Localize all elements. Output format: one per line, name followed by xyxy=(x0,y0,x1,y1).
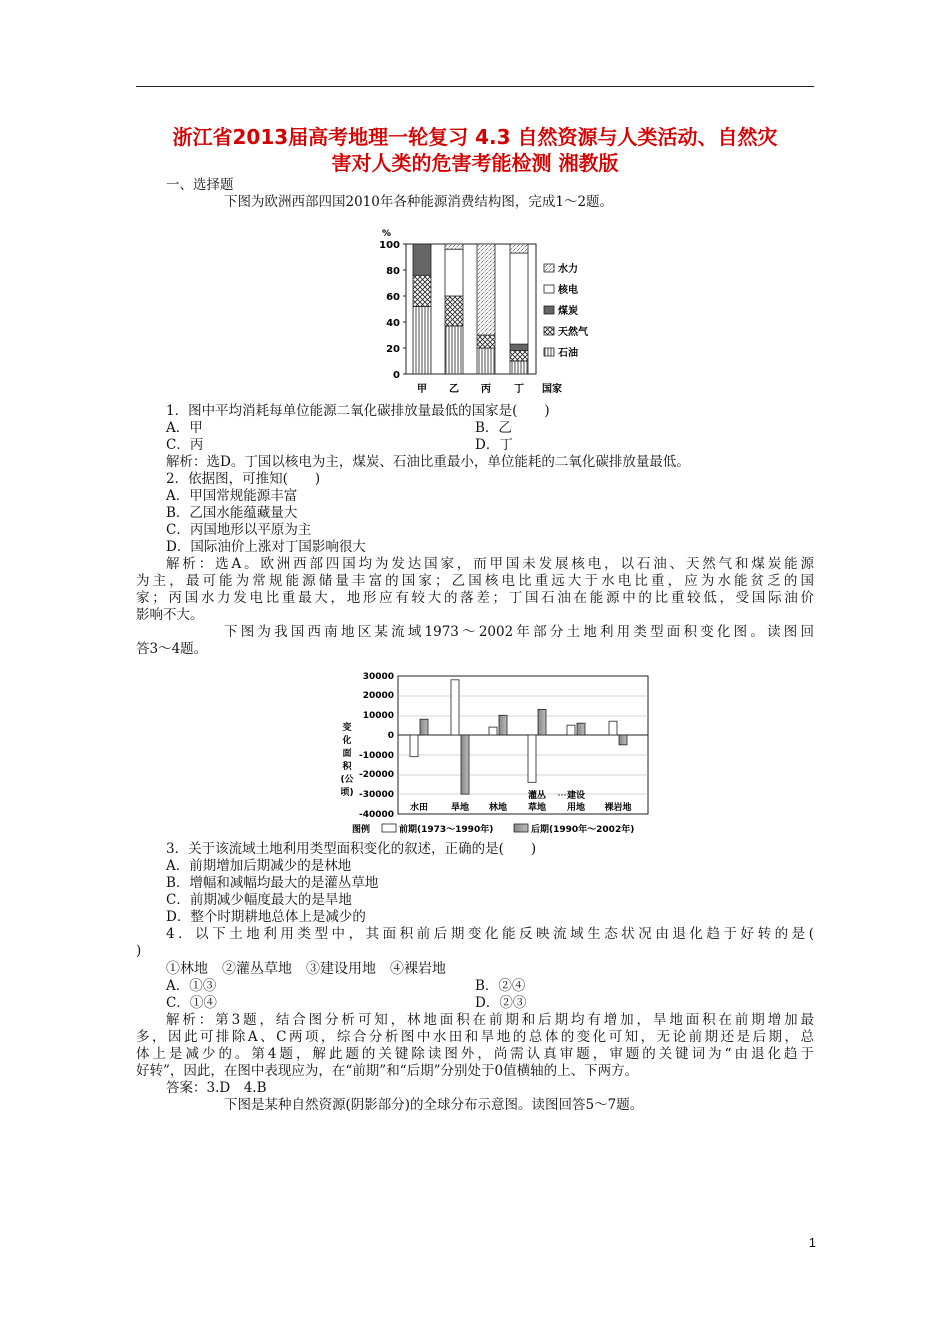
answer-2-line: 影响不大。 xyxy=(136,607,204,623)
chart2-category: 用地 xyxy=(566,803,586,813)
q3-option-c: C．前期减少幅度最大的是旱地 xyxy=(166,892,352,908)
answer-34-line: 解析：第3题，结合图分析可知，林地面积在前期和后期均有增加，旱地面积在前期增加最 xyxy=(166,1012,814,1028)
q2-option-a: A．甲国常规能源丰富 xyxy=(166,488,298,504)
intro-chart1: 下图为欧洲西部四国2010年各种能源消费结构图，完成1～2题。 xyxy=(224,194,614,210)
chart1-category: 丁 xyxy=(514,384,524,395)
chart2-ytick: 30000 xyxy=(362,672,394,682)
chart2-bar-after xyxy=(499,715,507,735)
chart2-bar-after xyxy=(577,723,585,735)
q3-option-d: D．整个时期耕地总体上是减少的 xyxy=(166,909,366,925)
legend-swatch-coal xyxy=(544,306,554,314)
q4-items: ①林地 ②灌丛草地 ③建设用地 ④裸岩地 xyxy=(166,961,446,977)
page-number: 1 xyxy=(808,1235,816,1250)
chart2-legend-before: 前期(1973～1990年) xyxy=(399,825,494,835)
chart2-ytick: 10000 xyxy=(362,711,394,721)
chart2-category: 旱地 xyxy=(450,803,470,813)
chart1-ytick: 40 xyxy=(386,318,400,329)
chart1-category: 丙 xyxy=(481,384,491,395)
chart2-bar-before xyxy=(567,725,575,735)
land-use-change-chart xyxy=(338,668,654,840)
chart1-ytick: 60 xyxy=(386,292,400,303)
chart2-category: 灌丛 xyxy=(527,791,547,801)
q2-option-c: C．丙国地形以平原为主 xyxy=(166,522,312,538)
doc-title-line1: 浙江省2013届高考地理一轮复习 4.3 自然资源与人类活动、自然灾 xyxy=(172,125,778,149)
chart2-ylabel: 顷) xyxy=(340,788,354,798)
legend-nuclear: 核电 xyxy=(558,285,578,296)
chart2-ylabel: 积 xyxy=(342,762,352,772)
chart2-ytick: 0 xyxy=(387,731,394,741)
chart2-ylabel: 变 xyxy=(342,723,352,733)
chart2-category: 裸岩地 xyxy=(604,803,632,813)
chart1-ylabel: % xyxy=(382,229,392,239)
chart2-bar-after xyxy=(619,735,627,745)
answer-34-line: 好转”，因此，在图中表现应为，在“前期”和“后期”分别处于0值横轴的上、下两方。 xyxy=(136,1063,639,1079)
chart1-bar-segment xyxy=(477,348,495,374)
chart1-bar-segment xyxy=(510,244,528,253)
chart2-bar-after xyxy=(538,709,546,735)
answer-34-line: 多，因此可排除A、C两项，综合分析图中水田和旱地的总体的变化可知，无论前期还是后期，总 xyxy=(136,1029,814,1045)
chart1-bar-segment xyxy=(413,275,431,306)
chart2-bar-before xyxy=(410,735,418,757)
header-rule xyxy=(136,86,814,87)
chart1-bar-segment xyxy=(510,361,528,374)
q4-option-c: C．①④ xyxy=(166,995,217,1011)
legend-oil: 石油 xyxy=(558,348,578,359)
q4-option-b: B．②④ xyxy=(475,978,526,994)
q1-option-c: C．丙 xyxy=(166,437,204,453)
q3-option-b: B．增幅和减幅均最大的是灌丛草地 xyxy=(166,875,379,891)
legend-swatch-hydro xyxy=(544,264,554,272)
chart2-ylabel: 面 xyxy=(342,749,352,759)
section-heading: 一、选择题 xyxy=(166,177,234,193)
chart1-bar-segment xyxy=(477,335,495,348)
answer-34-line: 体上是减少的。第4题，解此题的关键除读图外，尚需认真审题，审题的关键词为“由退化趋于 xyxy=(136,1046,814,1062)
chart2-ytick: -10000 xyxy=(358,751,394,761)
q4-option-d: D．②③ xyxy=(475,995,527,1011)
chart1-bar-segment xyxy=(445,296,463,326)
chart2-legend-label: 图例 xyxy=(352,825,371,835)
chart1-bar-segment xyxy=(413,306,431,374)
chart2-category: 建设 xyxy=(566,791,586,801)
chart2-bar-before xyxy=(609,721,617,735)
chart2-ytick: -30000 xyxy=(358,790,394,800)
legend-swatch-oil xyxy=(544,348,554,356)
chart1-bar-segment xyxy=(413,244,431,275)
energy-structure-chart xyxy=(370,222,610,402)
chart1-ytick: 80 xyxy=(386,266,400,277)
chart1-bar-segment xyxy=(445,326,463,374)
answer-34: 答案：3.D 4.B xyxy=(166,1080,267,1096)
chart1-ytick: 0 xyxy=(393,370,400,381)
intro-chart3: 下图是某种自然资源(阴影部分)的全球分布示意图。读图回答5～7题。 xyxy=(224,1097,644,1113)
question-2: 2．依据图，可推知( ) xyxy=(166,471,321,487)
q1-option-d: D．丁 xyxy=(475,437,513,453)
chart1-bar-segment xyxy=(510,253,528,344)
chart1-bar-segment xyxy=(445,249,463,296)
q2-option-d: D．国际油价上涨对丁国影响很大 xyxy=(166,539,366,555)
legend-coal: 煤炭 xyxy=(558,306,578,317)
chart2-ylabel: (公 xyxy=(340,775,354,785)
legend-swatch-gas xyxy=(544,327,554,335)
chart2-bar-before xyxy=(528,735,536,782)
legend-gas: 天然气 xyxy=(558,327,588,338)
answer-2-line: 家；丙国水力发电比重最大，地形应有较大的落差；丁国石油在能源中的比重较低，受国际油价 xyxy=(136,590,814,606)
question-3: 3．关于该流域土地利用类型面积变化的叙述，正确的是( ) xyxy=(166,841,537,857)
question-4: 4．以下土地利用类型中，其面积前后期变化能反映流域生态状况由退化趋于好转的是( xyxy=(166,926,814,942)
chart2-ytick: 20000 xyxy=(362,691,394,701)
question-1: 1．图中平均消耗每单位能源二氧化碳排放量最低的国家是( ) xyxy=(166,403,550,419)
q3-option-a: A．前期增加后期减少的是林地 xyxy=(166,858,352,874)
chart1-ytick: 100 xyxy=(379,240,400,251)
chart1-bar-segment xyxy=(510,344,528,351)
q1-option-b: B．乙 xyxy=(475,420,512,436)
chart1-bar-segment xyxy=(510,351,528,361)
intro-chart2: 下图为我国西南地区某流域1973～2002年部分土地利用类型面积变化图。读图回 xyxy=(224,624,814,640)
chart1-category: 乙 xyxy=(449,384,459,395)
legend-hydro: 水力 xyxy=(558,264,578,275)
question-4-cont: ) xyxy=(136,943,142,959)
answer-2-line: 为主，最可能为常规能源储量丰富的国家；乙国核电比重远大于水电比重，应为水能贫乏的国 xyxy=(136,573,814,589)
chart2-ytick: -20000 xyxy=(358,770,394,780)
q2-option-b: B．乙国水能蕴藏量大 xyxy=(166,505,298,521)
chart2-bar-after xyxy=(420,719,428,735)
doc-title-line2: 害对人类的危害考能检测 湘教版 xyxy=(331,151,619,175)
chart2-category: 草地 xyxy=(527,803,547,813)
legend-swatch-before xyxy=(382,824,396,832)
chart2-bar-after xyxy=(461,735,469,794)
legend-swatch-after xyxy=(514,824,528,832)
q4-option-a: A．①③ xyxy=(166,978,217,994)
chart1-category: 甲 xyxy=(417,384,427,395)
chart2-ytick: -40000 xyxy=(358,810,394,820)
chart2-legend-after: 后期(1990年～2002年) xyxy=(531,825,635,835)
answer-1: 解析：选D。丁国以核电为主，煤炭、石油比重最小，单位能耗的二氧化碳排放量最低。 xyxy=(166,454,690,470)
chart1-ytick: 20 xyxy=(386,344,400,355)
chart1-bar-segment xyxy=(477,244,495,335)
chart1-bar-segment xyxy=(445,244,463,249)
intro-chart2-cont: 答3～4题。 xyxy=(136,641,208,657)
chart2-bar-before xyxy=(451,680,459,735)
chart2-bar-before xyxy=(489,727,497,735)
chart1-xlabel: 国家 xyxy=(542,384,562,395)
chart2-category: 林地 xyxy=(488,803,508,813)
chart2-category: 水田 xyxy=(409,803,429,813)
answer-2-line: 解析：选A。欧洲西部四国均为发达国家，而甲国未发展核电，以石油、天然气和煤炭能源 xyxy=(166,556,814,572)
legend-swatch-nuclear xyxy=(544,285,554,293)
chart2-ylabel: 化 xyxy=(342,736,352,746)
q1-option-a: A．甲 xyxy=(166,420,203,436)
